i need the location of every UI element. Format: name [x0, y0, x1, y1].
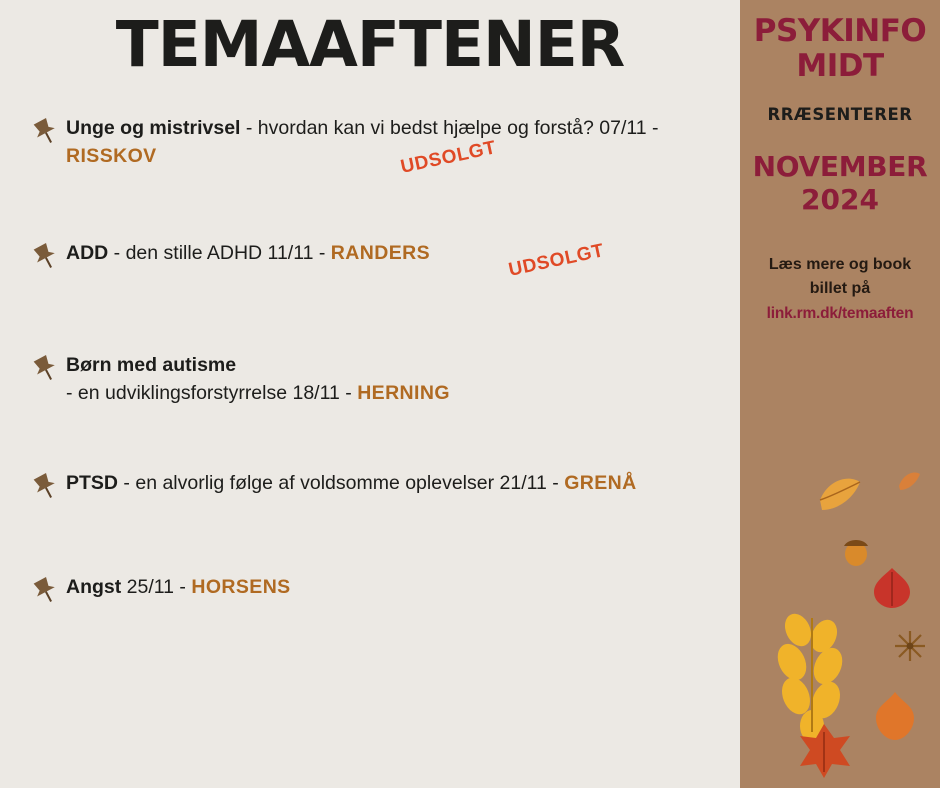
sidebar — [740, 0, 940, 788]
star-anise-icon — [892, 628, 928, 669]
pushpin-icon — [28, 239, 66, 271]
list-item[interactable] — [28, 351, 720, 408]
list-item[interactable] — [28, 114, 720, 179]
event-city: GRENÅ — [564, 472, 637, 495]
leaf-icon — [814, 470, 866, 523]
event-description: - en alvorlig følge af voldsomme oplevelser 21/11 - — [118, 472, 565, 495]
event-text — [66, 351, 450, 408]
event-city: HERNING — [357, 381, 450, 404]
pushpin-icon — [28, 469, 66, 501]
event-description: - hvordan kan vi bedst hjælpe og forstå? 07/11 - — [240, 117, 659, 140]
event-city: HORSENS — [191, 576, 291, 599]
event-text — [66, 573, 291, 601]
event-title: ADD — [66, 241, 109, 264]
leaf-icon — [794, 722, 854, 785]
status-badge: UDSOLGT — [398, 137, 499, 179]
event-text — [66, 114, 706, 179]
event-description: - den stille ADHD 11/11 - — [108, 241, 331, 264]
event-city: RANDERS — [330, 241, 431, 264]
pushpin-icon — [28, 573, 66, 605]
booking-link[interactable]: link.rm.dk/temaaften — [766, 304, 914, 322]
year-label: 2024 — [801, 183, 879, 217]
event-city: RISSKOV — [66, 145, 157, 168]
list-item[interactable] — [28, 469, 720, 515]
list-item[interactable] — [28, 573, 720, 619]
event-title: Angst — [66, 576, 122, 599]
brand-line-2: MIDT — [796, 47, 884, 84]
list-item[interactable] — [28, 239, 720, 285]
month-label: NOVEMBER — [752, 150, 928, 184]
brand-line-1: PSYKINFO — [753, 13, 927, 49]
event-text — [66, 469, 637, 497]
pushpin-icon — [28, 351, 66, 383]
page-title: TEMAAFTENER — [115, 8, 625, 81]
presents-label: RRÆSENTERER — [767, 105, 913, 125]
acorn-icon — [840, 534, 872, 573]
event-description: - en udviklingsforstyrrelse 18/11 - — [66, 381, 358, 404]
leaf-icon — [870, 566, 914, 615]
event-text — [66, 239, 607, 281]
event-title: Børn med autisme — [66, 353, 237, 376]
event-title: PTSD — [66, 472, 119, 495]
leaf-icon — [868, 690, 922, 749]
booking-note: Læs mere og book billet på — [768, 255, 912, 297]
status-badge: UDSOLGT — [506, 239, 607, 281]
event-list — [0, 114, 740, 619]
leaf-icon — [896, 468, 922, 499]
event-description: 25/11 - — [121, 576, 192, 599]
sidebar-content — [740, 0, 940, 323]
event-title: Unge og mistrivsel — [66, 117, 241, 140]
pushpin-icon — [28, 114, 66, 146]
